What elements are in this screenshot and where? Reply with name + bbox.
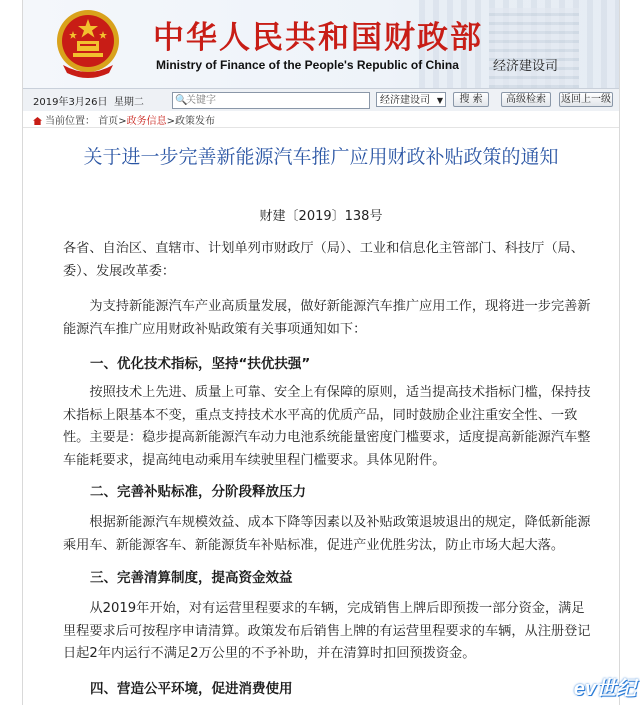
department-select-value: 经济建设司	[380, 95, 430, 106]
section-heading: 二、完善补贴标准，分阶段释放压力	[90, 484, 306, 500]
section-heading: 三、完善清算制度，提高资金效益	[90, 570, 293, 586]
breadcrumb	[33, 112, 215, 127]
site-title-cn: 中华人民共和国财政部	[153, 20, 483, 56]
section-heading: 四、营造公平环境，促进消费使用	[90, 681, 293, 697]
breadcrumb-current-page[interactable]: 政策发布	[174, 116, 215, 127]
national-emblem-icon	[53, 7, 123, 79]
toolbar	[23, 88, 619, 112]
back-button[interactable]: 返回上一级	[561, 94, 611, 105]
department-name: 经济建设司	[493, 59, 559, 74]
chevron-down-icon: ▼	[436, 96, 443, 105]
weekday-text: 星期二	[113, 97, 144, 108]
addressees-paragraph: 各省、自治区、直辖市、计划单列市财政厅（局）、工业和信息化主管部门、科技厅（局、委）、发展改革委：	[63, 241, 584, 279]
section-paragraph: 根据新能源汽车规模效益、成本下降等因素以及补贴政策退坡退出的规定，降低新能源乘用车、新能源客车、新能源货车补贴标准，促进产业优胜劣汰，防止市场大起大落。	[63, 515, 591, 553]
document-number: 财建〔2019〕138号	[259, 209, 383, 224]
search-icon: 🔍	[175, 95, 188, 106]
home-icon	[33, 117, 42, 125]
building-graphic-2	[489, 8, 579, 88]
breadcrumb-separator: >	[118, 116, 127, 127]
section-paragraph: 从2019年开始，对有运营里程要求的车辆，完成销售上牌后即预拨一部分资金，满足里程要求后可按程序申请清算。政策发布后销售上牌的有运营里程要求的车辆，从注册登记日起2年内运行不满足2万公里的不予补助，并在清算时扣回预拨资金。	[63, 601, 591, 661]
search-button[interactable]: 搜 索	[453, 92, 489, 107]
breadcrumb-section-link[interactable]: 政务信息	[126, 116, 167, 127]
date-text: 2019年3月26日	[33, 97, 108, 108]
section-heading: 一、优化技术指标，坚持“扶优扶强”	[90, 356, 311, 372]
watermark-logo: ev世纪	[573, 678, 636, 700]
breadcrumb-separator: >	[166, 116, 175, 127]
section-paragraph: 按照技术上先进、质量上可靠、安全上有保障的原则，适当提高技术指标门槛，保持技术指标上限基本不变，重点支持技术水平高的优质产品，同时鼓励企业注重安全性、一致性。主要是：稳步提高新能源汽车动力电池系统能量密度门槛要求，适度提高新能源汽车整车能耗要求，提高纯电动乘用车续驶里程门槛要求。具体见附件。	[63, 385, 591, 468]
date-display	[33, 93, 144, 108]
advanced-search-button[interactable]: 高级检索	[501, 92, 551, 107]
page	[22, 0, 620, 705]
search-box	[172, 92, 370, 109]
article-title: 关于进一步完善新能源汽车推广应用财政补贴政策的通知	[83, 146, 559, 168]
breadcrumb-bar	[23, 111, 619, 128]
header-banner	[23, 0, 619, 88]
department-select[interactable]	[376, 92, 446, 107]
site-title-en: Ministry of Finance of the People's Republic of China	[156, 58, 459, 72]
breadcrumb-home-link[interactable]: 首页	[98, 116, 119, 127]
breadcrumb-label: 当前位置：	[45, 116, 95, 127]
search-input[interactable]	[186, 93, 366, 108]
intro-paragraph: 为支持新能源汽车产业高质量发展，做好新能源汽车推广应用工作，现将进一步完善新能源汽车推广应用财政补贴政策有关事项通知如下：	[63, 299, 591, 337]
